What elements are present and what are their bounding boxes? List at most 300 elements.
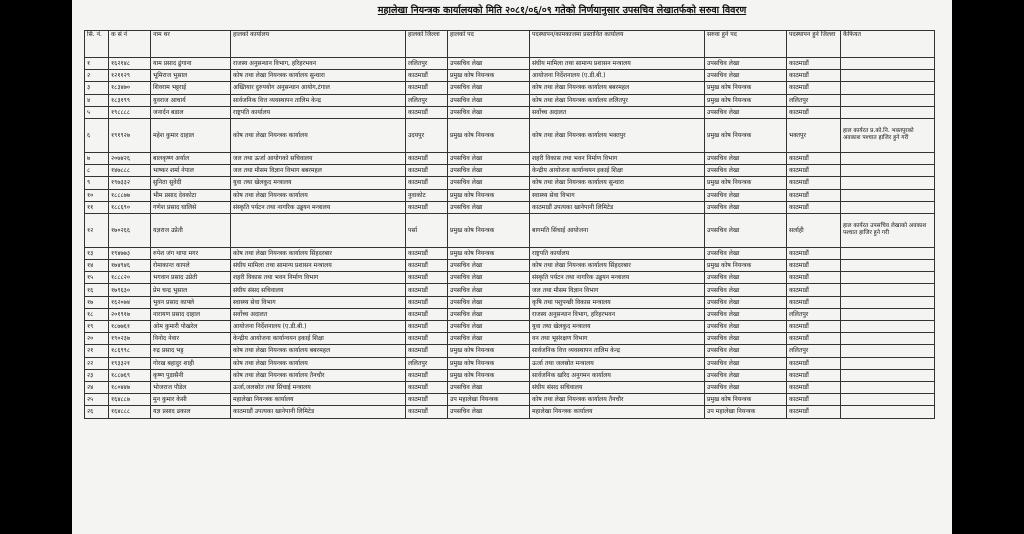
table-cell: काठमाडौं: [787, 58, 841, 70]
table-cell: १६४८८७: [109, 394, 151, 406]
table-cell: ५: [85, 106, 109, 118]
table-cell: संघीय मामिला तथा सामान्य प्रशासन मन्त्रालय: [530, 58, 705, 70]
table-cell: उपसचिव लेखा: [705, 152, 787, 164]
table-cell: जल तथा ऊर्जा आयोगको सचिवालय: [231, 152, 406, 164]
table-cell: महालेखा नियन्त्रक कार्यालय: [530, 406, 705, 418]
table-cell: केन्द्रीय आयोजना कार्यान्वयन इकाई शिक्षा: [530, 165, 705, 177]
table-cell: काठमाडौं: [787, 369, 841, 381]
table-cell: उपसचिव लेखा: [448, 260, 530, 272]
table-cell: १८: [85, 308, 109, 320]
table-cell: काठमाडौं: [406, 406, 448, 418]
table-cell: सार्वजनिक वित्त व्यवस्थापन तालिम केन्द्र: [231, 94, 406, 106]
table-cell: स्वास्थ्य सेवा विभाग: [530, 189, 705, 201]
table-cell: प्रमुख कोष नियन्त्रक: [705, 260, 787, 272]
table-cell: उप महालेखा नियन्त्रक: [448, 394, 530, 406]
table-cell: प्रमुख कोष नियन्त्रक: [448, 118, 530, 152]
table-cell: २०: [85, 333, 109, 345]
table-cell: शिवराम भट्टराई: [151, 82, 231, 94]
table-cell: प्रमुख कोष नियन्त्रक: [705, 177, 787, 189]
table-cell: काठमाडौं: [787, 296, 841, 308]
table-cell: रुपेश जंग थापा मगर: [151, 247, 231, 259]
table-cell: काठमाडौं: [787, 177, 841, 189]
table-cell: उपसचिव लेखा: [448, 177, 530, 189]
table-cell: उपसचिव लेखा: [448, 58, 530, 70]
table-cell: जल तथा मौसम विज्ञान विभाग: [530, 284, 705, 296]
table-row: [85, 82, 935, 94]
table-cell: प्रमुख कोष नियन्त्रक: [448, 357, 530, 369]
table-cell: कृष्ण पुडासैनी: [151, 369, 231, 381]
table-cell: बालकृष्ण अर्याल: [151, 152, 231, 164]
table-cell: ऊर्जा,जलस्रोत तथा सिंचाई मन्त्रालय: [231, 381, 406, 393]
table-cell: भाष्कर शर्मा नेपाल: [151, 165, 231, 177]
table-row: [85, 406, 935, 418]
table-cell: काठमाडौं: [787, 284, 841, 296]
table-header: [85, 31, 935, 58]
table-cell: काठमाडौं: [787, 82, 841, 94]
table-cell: कोष तथा लेखा नियन्त्रक कार्यालय तैनचौर: [231, 369, 406, 381]
table-cell: काठमाडौं: [787, 394, 841, 406]
table-cell: [841, 165, 935, 177]
table-cell: सर्वोच्च अदालत: [530, 106, 705, 118]
transfer-table: [84, 30, 935, 419]
table-cell: ११: [85, 201, 109, 213]
table-cell: रोमाकान्त कापले: [151, 260, 231, 272]
table-cell: उपसचिव लेखा: [448, 201, 530, 213]
table-cell: २०१९१७: [109, 308, 151, 320]
table-cell: १: [85, 58, 109, 70]
table-cell: कोष तथा लेखा नियन्त्रक कार्यालय: [231, 118, 406, 152]
table-cell: शहरी विकास तथा भवन निर्माण विभाग: [530, 152, 705, 164]
table-cell: काठमाडौं: [787, 381, 841, 393]
table-cell: भगवान प्रसाद उप्रेती: [151, 272, 231, 284]
table-cell: युवा तथा खेलकुद मन्त्रालय: [530, 321, 705, 333]
table-cell: स्वास्थ्य सेवा विभाग: [231, 296, 406, 308]
table-cell: १८०४४७: [109, 381, 151, 393]
column-header: हालको कार्यालय: [231, 31, 406, 58]
table-cell: [841, 201, 935, 213]
table-row: [85, 201, 935, 213]
table-row: [85, 296, 935, 308]
table-cell: उपसचिव लेखा: [448, 406, 530, 418]
table-cell: प्रमुख कोष नियन्त्रक: [705, 82, 787, 94]
table-cell: काठमाडौं: [406, 165, 448, 177]
table-cell: १७४९४६: [109, 260, 151, 272]
table-cell: मुन कुमार केसी: [151, 394, 231, 406]
table-cell: १६२०७४: [109, 296, 151, 308]
table-cell: [841, 260, 935, 272]
table-cell: काठमाडौं: [406, 152, 448, 164]
table-cell: उपसचिव लेखा: [705, 70, 787, 82]
table-cell: उप महालेखा नियन्त्रक: [705, 406, 787, 418]
table-cell: [841, 247, 935, 259]
table-cell: ६: [85, 118, 109, 152]
table-cell: काठमाडौं: [787, 321, 841, 333]
table-cell: उपसचिव लेखा: [705, 189, 787, 201]
table-cell: उपसचिव लेखा: [705, 284, 787, 296]
column-header: क सं नं: [109, 31, 151, 58]
table-cell: प्रमुख कोष नियन्त्रक: [448, 369, 530, 381]
table-cell: कृषि तथा पशुपन्छी विकास मन्त्रालय: [530, 296, 705, 308]
table-cell: [841, 177, 935, 189]
table-cell: काठमाडौं: [787, 201, 841, 213]
table-cell: [841, 94, 935, 106]
table-cell: प्रमुख कोष नियन्त्रक: [705, 94, 787, 106]
table-cell: उपसचिव लेखा: [448, 82, 530, 94]
table-cell: कोष तथा लेखा नियन्त्रक कार्यालय: [231, 357, 406, 369]
table-row: [85, 94, 935, 106]
table-row: [85, 381, 935, 393]
table-cell: काठमाडौं: [406, 284, 448, 296]
table-cell: ९: [85, 177, 109, 189]
table-cell: १६४८८८: [109, 406, 151, 418]
table-row: [85, 247, 935, 259]
table-cell: युवराज आचार्य: [151, 94, 231, 106]
table-cell: ललितपुर: [406, 58, 448, 70]
table-cell: सर्वोच्च अदालत: [231, 308, 406, 320]
table-row: [85, 272, 935, 284]
table-row: [85, 152, 935, 164]
table-cell: राष्ट्रपति कार्यालय: [530, 247, 705, 259]
table-cell: काठमाडौं: [787, 333, 841, 345]
table-cell: १९७३३२: [109, 177, 151, 189]
table-cell: कोष तथा लेखा नियन्त्रक कार्यालय ललितपुर: [530, 94, 705, 106]
table-row: [85, 70, 935, 82]
table-cell: २३: [85, 369, 109, 381]
table-row: [85, 333, 935, 345]
table-cell: ७: [85, 152, 109, 164]
table-row: [85, 177, 935, 189]
table-cell: काठमाडौं: [406, 333, 448, 345]
table-cell: उपसचिव लेखा: [448, 321, 530, 333]
table-cell: [841, 284, 935, 296]
table-cell: कोष तथा लेखा नियन्त्रक कार्यालय तैनचौर: [530, 394, 705, 406]
table-cell: उपसचिव लेखा: [705, 381, 787, 393]
table-cell: काठमाडौं: [787, 70, 841, 82]
table-cell: काठमाडौं: [406, 260, 448, 272]
table-cell: कोष तथा लेखा नियन्त्रक कार्यालय सुन्धारा: [231, 70, 406, 82]
table-row: [85, 357, 935, 369]
table-cell: २: [85, 70, 109, 82]
table-cell: उपसचिव लेखा: [705, 357, 787, 369]
table-cell: भूमिराज भुसाल: [151, 70, 231, 82]
column-header: कैफियत: [841, 31, 935, 58]
table-cell: [231, 213, 406, 247]
table-cell: गणेश प्रसाद घालिसे: [151, 201, 231, 213]
table-row: [85, 394, 935, 406]
table-cell: १९८८८८: [109, 106, 151, 118]
table-cell: उपसचिव लेखा: [448, 94, 530, 106]
table-cell: कोष तथा लेखा नियन्त्रक कार्यालय सुन्धारा: [530, 177, 705, 189]
table-cell: आयोजना निर्देशनालय (ए.डी.बी.): [231, 321, 406, 333]
table-cell: संघीय मामिला तथा सामान्य प्रशासन मन्त्रालय: [231, 260, 406, 272]
table-row: [85, 308, 935, 320]
table-cell: उपसचिव लेखा: [705, 58, 787, 70]
table-cell: ८: [85, 165, 109, 177]
table-cell: प्रमुख कोष नियन्त्रक: [448, 247, 530, 259]
table-cell: सार्वजनिक वित्त व्यवस्थापन तालिम केन्द्र: [530, 345, 705, 357]
table-cell: २१: [85, 345, 109, 357]
table-cell: १४: [85, 260, 109, 272]
table-cell: काठमाडौं: [406, 70, 448, 82]
header-row: [85, 31, 935, 58]
table-cell: काठमाडौं: [406, 272, 448, 284]
table-row: [85, 321, 935, 333]
table-cell: १५: [85, 272, 109, 284]
column-header: पदस्थापन हुने जिल्ला: [787, 31, 841, 58]
table-cell: काठमाडौं: [406, 177, 448, 189]
table-cell: १९१९२७: [109, 118, 151, 152]
table-cell: राष्ट्रपति कार्यालय: [231, 106, 406, 118]
table-row: [85, 260, 935, 272]
table-cell: प्रमुख कोष नियन्त्रक: [448, 189, 530, 201]
table-cell: काठमाडौं: [787, 152, 841, 164]
table-cell: ४: [85, 94, 109, 106]
table-cell: काठमाडौं: [787, 247, 841, 259]
column-header: हालको जिल्ला: [406, 31, 448, 58]
table-cell: ललितपुर: [787, 345, 841, 357]
table-cell: कोष तथा लेखा नियन्त्रक कार्यालय सिंहदरबार: [231, 247, 406, 259]
table-cell: [841, 296, 935, 308]
table-cell: महेश कुमार दाहाल: [151, 118, 231, 152]
table-cell: १६: [85, 284, 109, 296]
table-cell: [841, 394, 935, 406]
table-cell: गोरख बहादुर शाही: [151, 357, 231, 369]
table-cell: ललितपुर: [406, 357, 448, 369]
table-cell: १९३३२१: [109, 357, 151, 369]
table-cell: काठमाडौं उपत्यका खानेपानी लिमिटेड: [231, 406, 406, 418]
table-cell: १८८६९०: [109, 201, 151, 213]
table-cell: १२११२९: [109, 70, 151, 82]
table-cell: [841, 70, 935, 82]
table-cell: २०७४२६: [109, 152, 151, 164]
table-cell: काठमाडौं: [787, 260, 841, 272]
column-header: सि. नं.: [85, 31, 109, 58]
table-cell: १८३४७०: [109, 82, 151, 94]
table-cell: २५: [85, 394, 109, 406]
table-cell: रुद्र प्रसाद भट्ट: [151, 345, 231, 357]
table-cell: १३: [85, 247, 109, 259]
table-cell: १८८८७७: [109, 189, 151, 201]
table-cell: ललितपुर: [787, 308, 841, 320]
table-cell: विनोद नेवार: [151, 333, 231, 345]
table-cell: [841, 106, 935, 118]
table-cell: महालेखा नियन्त्रक कार्यालय: [231, 394, 406, 406]
table-cell: कोष तथा लेखा नियन्त्रक कार्यालय भक्तपुर: [530, 118, 705, 152]
table-cell: उपसचिव लेखा: [705, 369, 787, 381]
scanned-document: [72, 0, 952, 534]
table-cell: उपसचिव लेखा: [705, 213, 787, 247]
table-cell: पर्सा: [406, 213, 448, 247]
table-cell: २२: [85, 357, 109, 369]
table-cell: केन्द्रीय आयोजना कार्यान्वयन इकाई शिक्षा: [231, 333, 406, 345]
table-cell: ३: [85, 82, 109, 94]
table-cell: उपसचिव लेखा: [448, 308, 530, 320]
table-cell: १९४७७३: [109, 247, 151, 259]
table-cell: १७: [85, 296, 109, 308]
table-cell: काठमाडौं: [787, 165, 841, 177]
table-cell: नुवाकोट: [406, 189, 448, 201]
table-cell: संघीय संसद सचिवालय: [231, 284, 406, 296]
table-cell: काठमाडौं: [406, 106, 448, 118]
table-body: [85, 58, 935, 419]
table-cell: ललितपुर: [787, 94, 841, 106]
table-cell: [841, 321, 935, 333]
table-cell: उपसचिव लेखा: [448, 106, 530, 118]
table-cell: प्रमुख कोष नियन्त्रक: [448, 70, 530, 82]
table-cell: १४७८८८: [109, 165, 151, 177]
table-cell: १७९६३०: [109, 284, 151, 296]
column-header: पदस्थापन/कामकाजमा प्रस्तावित कार्यालय: [530, 31, 705, 58]
table-cell: उपसचिव लेखा: [705, 345, 787, 357]
table-cell: १८७७६१: [109, 321, 151, 333]
table-row: [85, 369, 935, 381]
table-cell: प्रेम चन्द्र भुसाल: [151, 284, 231, 296]
table-cell: १९०२३७: [109, 333, 151, 345]
table-cell: २६: [85, 406, 109, 418]
table-cell: काठमाडौं उपत्यका खानेपानी लिमिटेड: [530, 201, 705, 213]
table-cell: उपसचिव लेखा: [448, 272, 530, 284]
table-cell: काठमाडौं: [406, 381, 448, 393]
table-cell: उपसचिव लेखा: [448, 333, 530, 345]
table-cell: उपसचिव लेखा: [448, 284, 530, 296]
table-cell: काठमाडौं: [406, 201, 448, 213]
table-cell: बागमति सिंचाई आयोजना: [530, 213, 705, 247]
column-header: सरुवा हुने पद: [705, 31, 787, 58]
table-cell: [841, 272, 935, 284]
table-cell: उपसचिव लेखा: [705, 296, 787, 308]
table-cell: [841, 357, 935, 369]
table-row: [85, 189, 935, 201]
table-cell: [841, 369, 935, 381]
table-cell: उपसचिव लेखा: [705, 106, 787, 118]
table-row: [85, 106, 935, 118]
table-row: [85, 345, 935, 357]
transfer-table-wrapper: [84, 30, 934, 419]
table-cell: [841, 82, 935, 94]
table-cell: काठमाडौं: [787, 272, 841, 284]
table-cell: प्रमुख कोष नियन्त्रक: [448, 213, 530, 247]
table-cell: कोष तथा लेखा नियन्त्रक कार्यालय बबरमहल: [231, 345, 406, 357]
table-cell: सार्वजनिक खरिद अनुगमन कार्यालय: [530, 369, 705, 381]
table-cell: [841, 333, 935, 345]
table-cell: शहरी विकास तथा भवन निर्माण विभाग: [231, 272, 406, 284]
table-cell: कोष तथा लेखा नियन्त्रक कार्यालय: [231, 189, 406, 201]
table-cell: काठमाडौं: [787, 106, 841, 118]
table-cell: [841, 406, 935, 418]
table-cell: काठमाडौं: [787, 357, 841, 369]
table-cell: यज्ञराज उप्रेती: [151, 213, 231, 247]
table-cell: [841, 189, 935, 201]
table-cell: अख्तियार दुरुपयोग अनुसन्धान आयोग,टंगाल: [231, 82, 406, 94]
table-cell: काठमाडौं: [406, 345, 448, 357]
table-cell: काठमाडौं: [406, 369, 448, 381]
table-cell: प्रमुख कोष नियन्त्रक: [448, 345, 530, 357]
table-cell: प्रमुख कोष नियन्त्रक: [705, 394, 787, 406]
table-cell: उपसचिव लेखा: [705, 247, 787, 259]
table-cell: युवा तथा खेलकुद मन्त्रालय: [231, 177, 406, 189]
table-cell: काठमाडौं: [406, 308, 448, 320]
table-cell: काठमाडौं: [406, 296, 448, 308]
table-cell: भुवन प्रसाद काफ्ले: [151, 296, 231, 308]
table-cell: सर्लाही: [787, 213, 841, 247]
table-cell: [841, 381, 935, 393]
table-cell: १८६९९८: [109, 345, 151, 357]
table-cell: राजस्व अनुसन्धान विभाग, हरिहरभवन: [530, 308, 705, 320]
table-cell: १६२१४८: [109, 58, 151, 70]
table-cell: हाल कार्यरत उपसचिव लेखाको अवकाश पश्चात हाजिर हुने गरी: [841, 213, 935, 247]
table-cell: १७०२६६: [109, 213, 151, 247]
table-cell: यज्ञ प्रसाद ढकाल: [151, 406, 231, 418]
table-cell: [841, 152, 935, 164]
table-cell: [841, 58, 935, 70]
table-cell: कोष तथा लेखा नियन्त्रक कार्यालय बबरमहल: [530, 82, 705, 94]
column-header: हालको पद: [448, 31, 530, 58]
table-cell: २४: [85, 381, 109, 393]
table-cell: ऊर्जा तथा जलस्रोत मन्त्रालय: [530, 357, 705, 369]
table-cell: काठमाडौं: [406, 394, 448, 406]
table-cell: उपसचिव लेखा: [448, 296, 530, 308]
table-cell: उदयपुर: [406, 118, 448, 152]
table-row: [85, 58, 935, 70]
table-cell: काठमाडौं: [787, 406, 841, 418]
table-cell: नारायण प्रसाद दाहाल: [151, 308, 231, 320]
table-cell: प्रमुख कोष नियन्त्रक: [705, 118, 787, 152]
table-cell: ललितपुर: [406, 94, 448, 106]
table-cell: उपसचिव लेखा: [448, 165, 530, 177]
table-cell: जनार्दन बडाल: [151, 106, 231, 118]
table-cell: १२: [85, 213, 109, 247]
table-cell: उपसचिव लेखा: [448, 152, 530, 164]
table-cell: उपसचिव लेखा: [705, 165, 787, 177]
table-cell: भीम प्रसाद देवकोटा: [151, 189, 231, 201]
table-row: [85, 118, 935, 152]
table-cell: १८८७६९: [109, 369, 151, 381]
table-cell: [841, 308, 935, 320]
table-cell: काठमाडौं: [406, 247, 448, 259]
table-cell: उपसचिव लेखा: [705, 333, 787, 345]
table-cell: उपसचिव लेखा: [705, 201, 787, 213]
table-cell: काठमाडौं: [787, 189, 841, 201]
table-cell: उपसचिव लेखा: [705, 272, 787, 284]
table-cell: भक्तपुर: [787, 118, 841, 152]
table-cell: उपसचिव लेखा: [705, 321, 787, 333]
table-cell: वन तथा भूसंरक्षण विभाग: [530, 333, 705, 345]
table-cell: जल तथा मौसम विज्ञान विभाग बबरमहल: [231, 165, 406, 177]
table-cell: कोष तथा लेखा नियन्त्रक कार्यालय सिंहदरबार: [530, 260, 705, 272]
table-cell: ओम कुमारी पोखरेल: [151, 321, 231, 333]
table-cell: काठमाडौं: [406, 82, 448, 94]
table-cell: संस्कृति पर्यटन तथा नागरिक उड्डयन मन्त्रालय: [231, 201, 406, 213]
table-cell: याम प्रसाद ढुंगाना: [151, 58, 231, 70]
table-cell: काठमाडौं: [406, 321, 448, 333]
table-cell: राजस्व अनुसन्धान विभाग, हरिहरभवन: [231, 58, 406, 70]
table-cell: सुनिता सुवेदी: [151, 177, 231, 189]
table-cell: संस्कृति पर्यटन तथा नागरिक उड्डयन मन्त्रालय: [530, 272, 705, 284]
table-cell: १८३१९९: [109, 94, 151, 106]
table-cell: उपसचिव लेखा: [705, 308, 787, 320]
table-cell: [841, 345, 935, 357]
document-title: महालेखा नियन्त्रक कार्यालयको मिति २०८१/०६/०९ गतेको निर्णयानुसार उपसचिव लेखातर्फको सरुवा विवरण: [377, 5, 747, 16]
column-header: नाम थर: [151, 31, 231, 58]
table-cell: उपसचिव लेखा: [448, 381, 530, 393]
table-row: [85, 165, 935, 177]
right-black-margin: [952, 0, 1024, 534]
table-cell: आयोजना निर्देशनालय (ए.डी.बी.): [530, 70, 705, 82]
table-cell: भोजराज पौडेल: [151, 381, 231, 393]
left-black-margin: [0, 0, 72, 534]
table-cell: संघीय संसद सचिवालय: [530, 381, 705, 393]
table-cell: हाल कार्यरत प्र.को.नि. भक्तपुरको अवकाश पश्चात हाजिर हुने गरी: [841, 118, 935, 152]
